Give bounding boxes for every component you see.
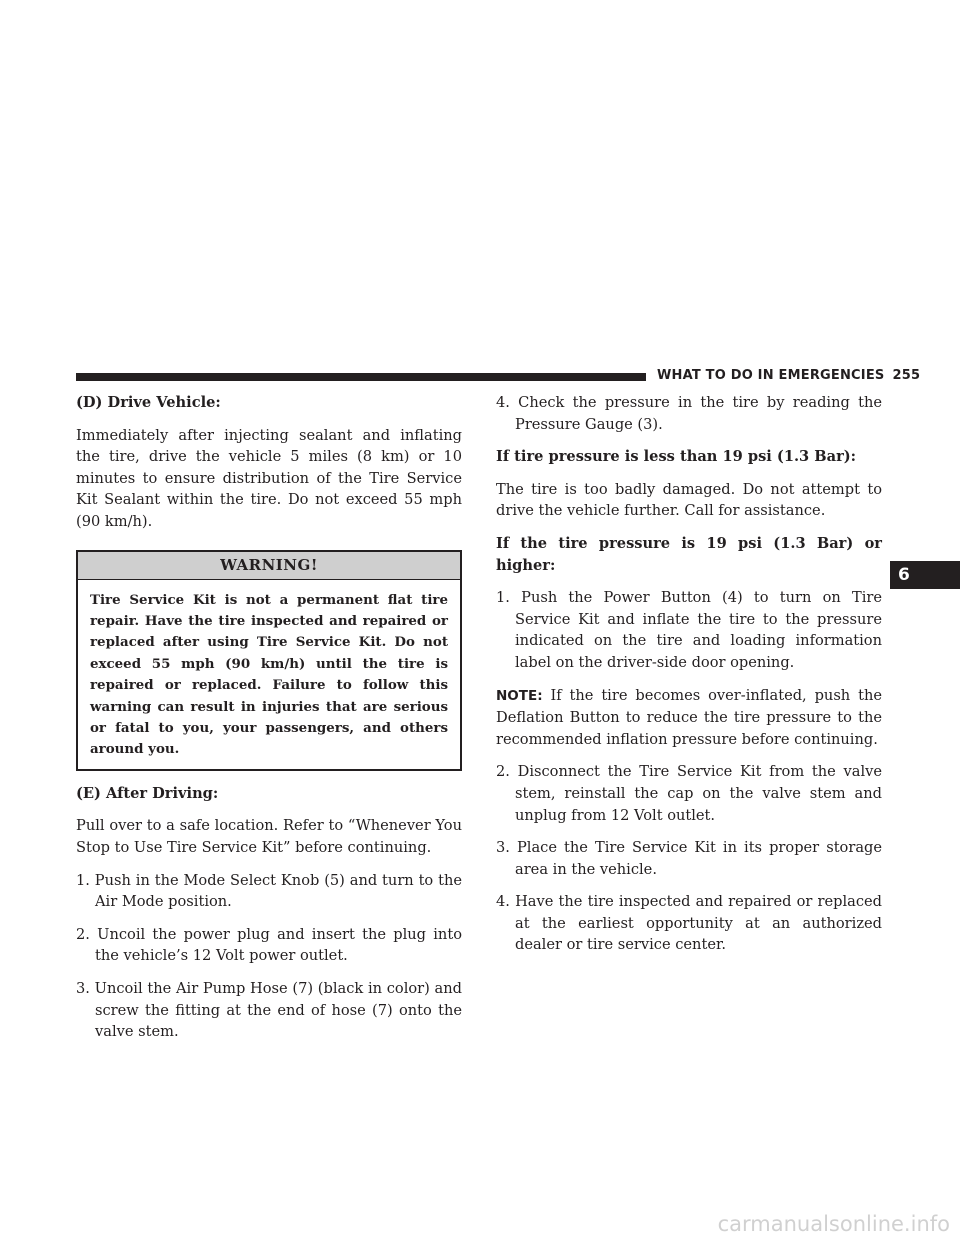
list-item: 1. Push the Power Button (4) to turn on Tire Service Kit and inflate the tire to the pressure indicated on the tire and loading information label on the driver-side door opening. xyxy=(496,589,882,671)
right-column xyxy=(496,392,882,956)
drive-vehicle-heading: (D) Drive Vehicle: xyxy=(76,394,221,411)
note-text: If the tire becomes over-inflated, push the Deflation Button to reduce the tire pressure to the recommended inflation pressure before continuing. xyxy=(496,686,882,748)
header-rule xyxy=(76,373,646,381)
list-item: 2. Uncoil the power plug and insert the plug into the vehicle’s 12 Volt power outlet. xyxy=(76,925,462,965)
running-header xyxy=(657,368,920,383)
list-item: 2. Disconnect the Tire Service Kit from the valve stem, reinstall the cap on the valve stem and unplug from 12 Volt outlet. xyxy=(496,763,882,824)
after-driving-heading: (E) After Driving: xyxy=(76,784,219,802)
left-column xyxy=(76,392,462,1043)
list-item: 3. Place the Tire Service Kit in its proper storage area in the vehicle. xyxy=(496,839,882,878)
section-title: WHAT TO DO IN EMERGENCIES xyxy=(657,368,885,383)
page-number: 255 xyxy=(892,368,921,383)
note-label: NOTE: xyxy=(496,687,543,704)
after-driving-text: Pull over to a safe location. Refer to “Whenever You Stop to Use Tire Service Kit” before continuing. xyxy=(76,817,462,856)
warning-box xyxy=(76,550,462,771)
high-pressure-heading: If the tire pressure is 19 psi (1.3 Bar) or higher: xyxy=(496,534,882,574)
chapter-tab: 6 xyxy=(890,561,960,589)
note-paragraph xyxy=(496,685,882,751)
low-pressure-text: The tire is too badly damaged. Do not attempt to drive the vehicle further. Call for assistance. xyxy=(496,480,882,520)
list-item: 4. Check the pressure in the tire by reading the Pressure Gauge (3). xyxy=(496,394,882,433)
list-item: 3. Uncoil the Air Pump Hose (7) (black in color) and screw the fitting at the end of hose (7) onto the valve stem. xyxy=(76,979,462,1041)
list-item: 1. Push in the Mode Select Knob (5) and turn to the Air Mode position. xyxy=(76,871,462,911)
warning-title: WARNING! xyxy=(78,552,460,580)
watermark: carmanualsonline.info xyxy=(717,1212,950,1236)
low-pressure-heading: If tire pressure is less than 19 psi (1.3 Bar): xyxy=(496,448,857,466)
list-item: 4. Have the tire inspected and repaired or replaced at the earliest opportunity at an authorized dealer or tire service center. xyxy=(496,893,882,954)
warning-text: Tire Service Kit is not a permanent flat tire repair. Have the tire inspected and repaired or replaced after using Tire Service Kit. Do not exceed 55 mph (90 km/h) until the tire is repaired or replaced. Failure to follow this warning can result in injuries that are serious or fatal to you, your passengers, and others around you. xyxy=(90,591,448,758)
drive-vehicle-text: Immediately after injecting sealant and inflating the tire, drive the vehicle 5 miles (8 km) or 10 minutes to ensure distribution of the Tire Service Kit Sealant within the tire. Do not exceed 55 mph (90 km/h). xyxy=(76,426,462,530)
